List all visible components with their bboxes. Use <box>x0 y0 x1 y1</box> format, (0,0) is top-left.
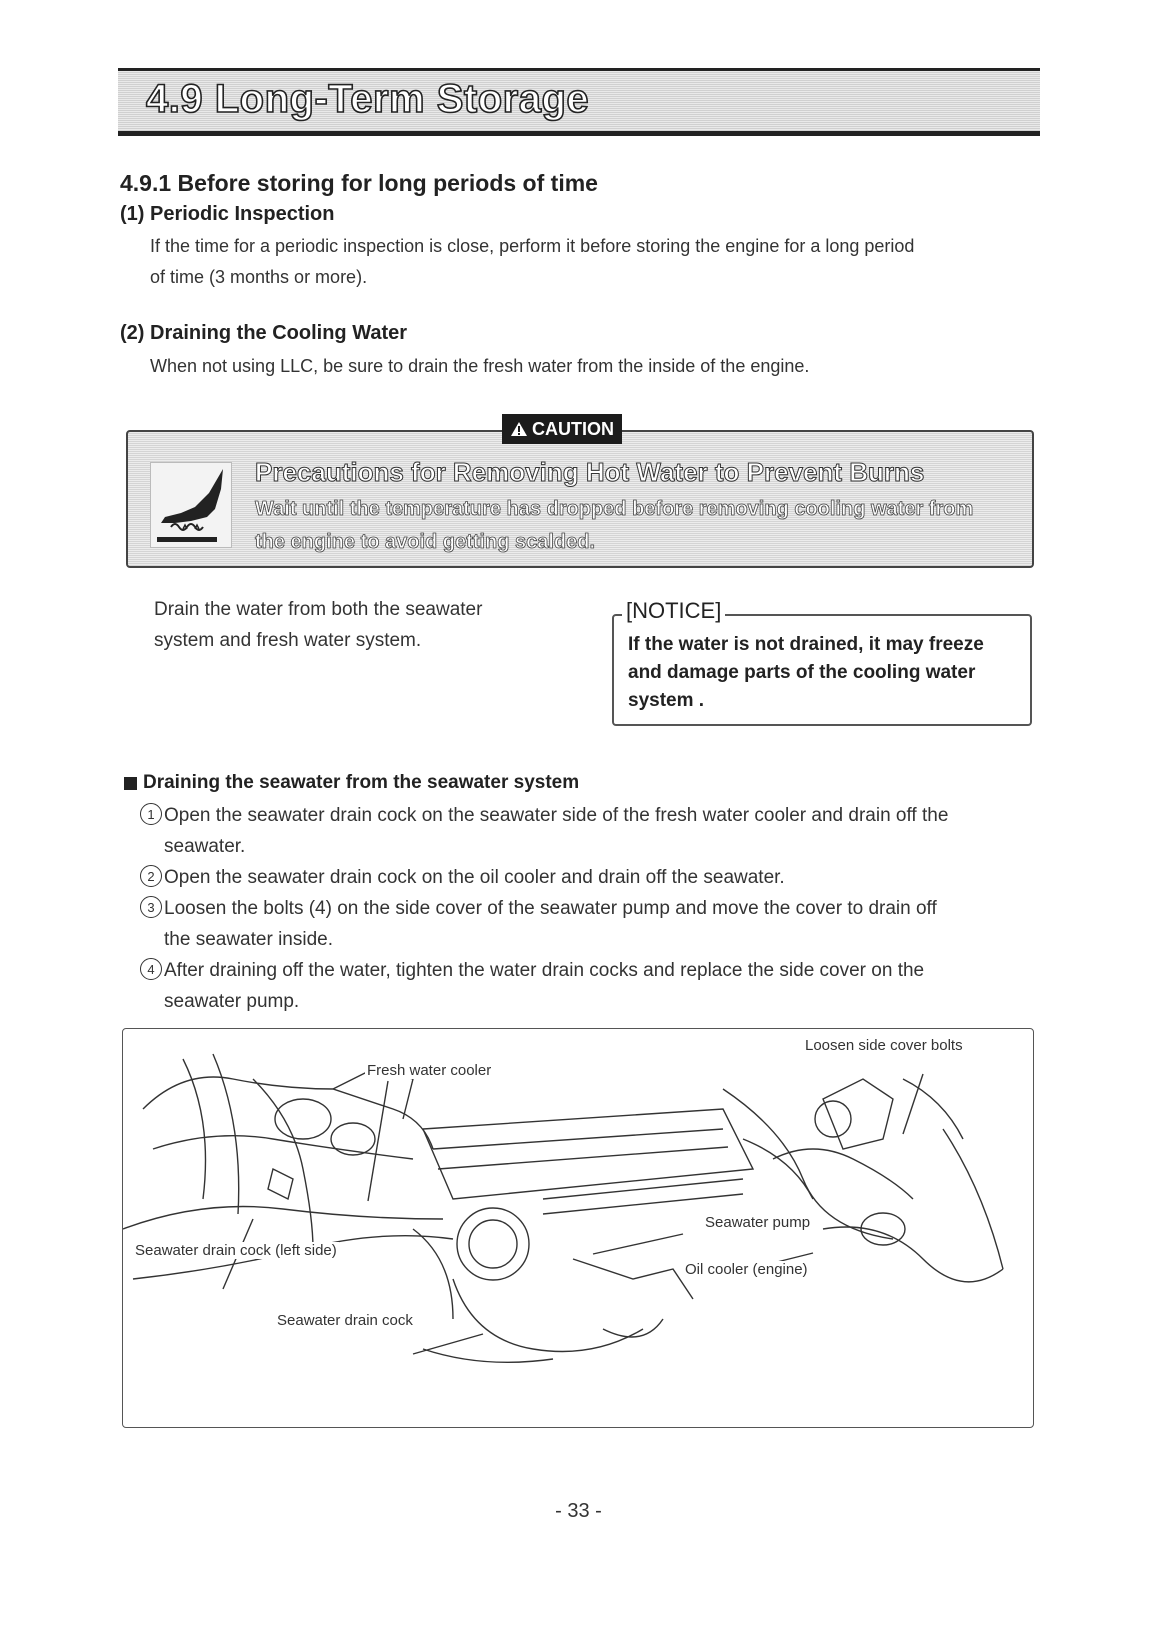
notice-label: [NOTICE] <box>622 598 725 624</box>
caution-text <box>255 493 1025 559</box>
step-item <box>140 800 948 862</box>
drain-both-line-2: system and fresh water system. <box>154 630 422 651</box>
step-number: 3 <box>140 896 162 918</box>
caution-label: CAUTION <box>532 418 614 439</box>
draining-text: When not using LLC, be sure to drain the fresh water from the inside of the engine. <box>150 356 810 376</box>
square-bullet-icon <box>124 777 137 790</box>
caution-title: Precautions for Removing Hot Water to Prevent Burns <box>255 457 925 487</box>
step-item <box>140 893 937 955</box>
step-line-1: After draining off the water, tighten the water drain cocks and replace the side cover on the <box>164 960 925 981</box>
notice-text-line-1: If the water is not drained, it may freeze <box>628 634 984 655</box>
notice-text-line-3: system . <box>628 690 705 711</box>
page-number: - 33 - <box>555 1500 602 1522</box>
seawater-heading-text: Draining the seawater from the seawater system <box>143 772 580 793</box>
periodic-inspection-heading: (1) Periodic Inspection <box>120 203 335 225</box>
step-line-2: seawater. <box>164 836 246 857</box>
engine-figure <box>122 1028 1034 1428</box>
notice-text <box>628 631 1026 715</box>
notice-text-line-2: and damage parts of the cooling water <box>628 662 976 683</box>
periodic-text-line-1: If the time for a periodic inspection is close, perform it before storing the engine for a long period <box>150 236 915 256</box>
periodic-text-line-2: of time (3 months or more). <box>150 267 368 287</box>
caution-text-line-2: the engine to avoid getting scalded. <box>255 531 596 553</box>
step-line-2: seawater pump. <box>164 991 300 1012</box>
subsection-heading: 4.9.1 Before storing for long periods of time <box>120 170 598 196</box>
step-item <box>140 955 924 1017</box>
label-loosen-side-cover-bolts: Loosen side cover bolts <box>805 1037 963 1054</box>
step-line-2: the seawater inside. <box>164 929 333 950</box>
caution-tag <box>502 414 622 444</box>
step-item <box>140 862 785 893</box>
hot-water-hand-icon <box>150 462 232 548</box>
label-fresh-water-cooler: Fresh water cooler <box>367 1062 492 1079</box>
caution-text-line-1: Wait until the temperature has dropped before removing cooling water from <box>255 498 974 520</box>
step-number: 4 <box>140 958 162 980</box>
warning-triangle-icon <box>510 421 528 437</box>
step-line-1: Loosen the bolts (4) on the side cover of the seawater pump and move the cover to drain off <box>164 898 937 919</box>
step-number: 2 <box>140 865 162 887</box>
page-title: 4.9 Long-Term Storage <box>146 77 590 121</box>
label-seawater-drain-cock: Seawater drain cock <box>277 1312 413 1329</box>
drain-both-line-1: Drain the water from both the seawater <box>154 599 483 620</box>
label-seawater-drain-cock-left: Seawater drain cock (left side) <box>135 1242 337 1259</box>
engine-illustration <box>123 1029 1034 1428</box>
draining-heading: (2) Draining the Cooling Water <box>120 322 408 344</box>
step-line-1: Open the seawater drain cock on the oil cooler and drain off the seawater. <box>164 867 785 888</box>
label-oil-cooler: Oil cooler (engine) <box>685 1261 808 1278</box>
step-number: 1 <box>140 803 162 825</box>
label-seawater-pump: Seawater pump <box>705 1214 811 1231</box>
step-line-1: Open the seawater drain cock on the seawater side of the fresh water cooler and drain off the <box>164 805 949 826</box>
section-title-bar <box>118 68 1040 136</box>
seawater-section-heading <box>124 772 579 794</box>
